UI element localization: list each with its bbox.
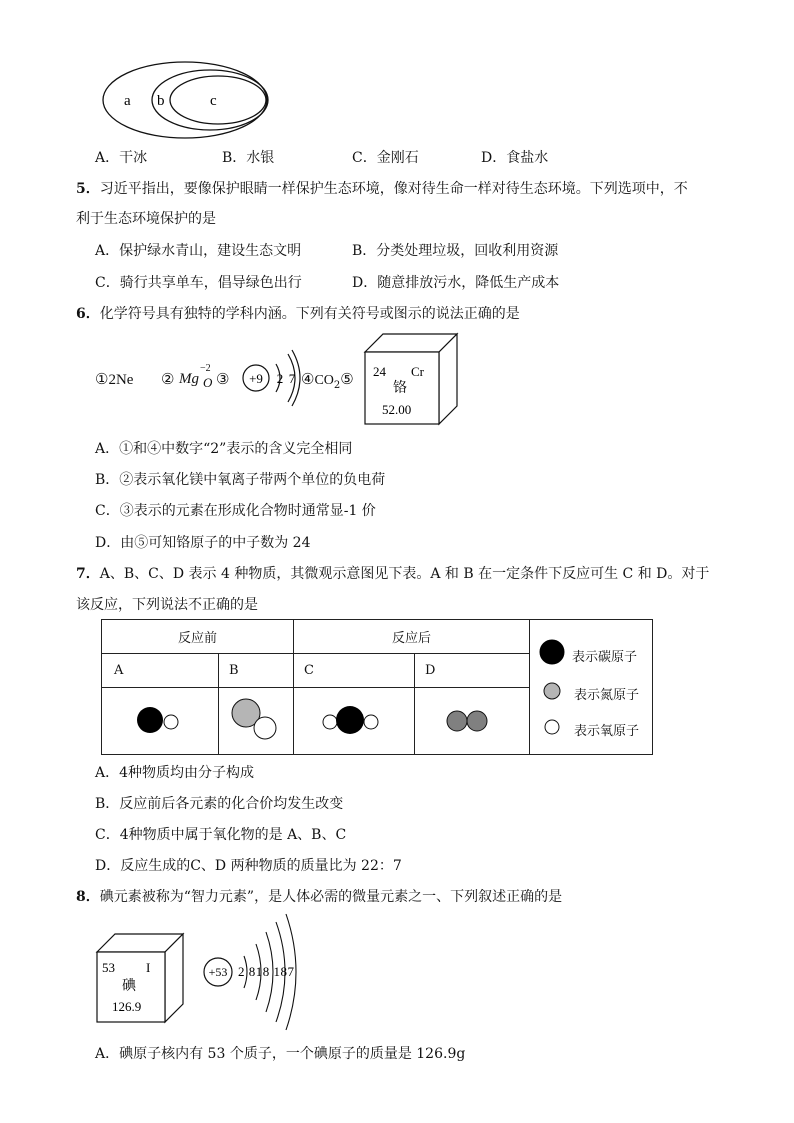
q5-option-d: D．随意排放污水，降低生产成本	[352, 275, 560, 291]
q7-option-d: D．反应生成的C、D 两种物质的质量比为 22：7	[95, 858, 402, 874]
cr-name: 铬	[393, 380, 407, 396]
molecule-b-no	[219, 688, 283, 750]
label-b: B	[219, 654, 294, 688]
venn-diagram	[100, 58, 280, 144]
f-shell-1: 2	[276, 371, 284, 386]
q6-option-d: D．由⑤可知铬原子的中子数为 24	[95, 535, 311, 551]
molecule-d-cell	[415, 688, 530, 755]
q5-number: 5．	[76, 181, 100, 197]
q7-stem-line2: 该反应，下列说法不正确的是	[76, 597, 258, 613]
q8-stem-text: 碘元素被称为“智力元素”，是人体必需的微量元素之一、下列叙述正确的是	[99, 889, 563, 905]
nitrogen-atom-icon	[544, 683, 560, 699]
co2-subscript: 2	[333, 380, 341, 391]
header-before: 反应前	[102, 620, 294, 654]
i-symbol: I	[146, 960, 151, 975]
q6-option-a: A．①和④中数字“2”表示的含义完全相同	[95, 441, 353, 457]
oxygen-charge: −2	[200, 363, 211, 374]
legend-cell	[530, 620, 653, 755]
molecule-a-cell	[102, 688, 219, 755]
q7-option-c: C．4种物质中属于氧化物的是 A、B、C	[95, 827, 347, 843]
circled-2: ②	[161, 370, 175, 388]
symbol-4	[301, 370, 354, 391]
q5-option-c: C．骑行共享单车，倡导绿色出行	[95, 275, 302, 291]
i-atomic-number: 53	[102, 960, 115, 975]
circled-1: ①	[95, 370, 109, 388]
q8-number: 8．	[76, 889, 100, 905]
symbol-2	[161, 370, 174, 388]
chromium-element-card	[361, 330, 461, 426]
circled-4: ④	[301, 370, 315, 388]
q8-stem	[76, 886, 562, 906]
i-name: 碘	[122, 978, 136, 994]
fluorine-atom-diagram	[236, 346, 306, 410]
q8-option-a: A．碘原子核内有 53 个质子，一个碘原子的质量是 126.9g	[95, 1046, 466, 1062]
q5-stem-line1	[76, 178, 688, 198]
q5-stem-line2: 利于生态环境保护的是	[76, 211, 216, 227]
symbol-mgo: Mg O −2	[179, 363, 213, 390]
i-nucleus-label: +53	[208, 965, 228, 979]
q6-stem-text: 化学符号具有独特的学科内涵。下列有关符号或图示的说法正确的是	[99, 306, 520, 322]
q4-option-c: C．金刚石	[352, 150, 419, 166]
label-a: A	[102, 654, 219, 688]
circled-3: ③	[216, 370, 230, 388]
venn-label-c: c	[210, 93, 217, 109]
header-after: 反应后	[294, 620, 530, 654]
molecule-d-n2	[415, 688, 519, 750]
symbol-2ne: 2Ne	[108, 372, 134, 388]
circled-5: ⑤	[340, 370, 354, 388]
cr-mass: 52.00	[382, 402, 412, 417]
f-nucleus-label: +9	[249, 371, 263, 386]
venn-label-b: b	[157, 93, 165, 109]
molecule-b-cell	[219, 688, 294, 755]
q6-number: 6．	[76, 306, 100, 322]
oxygen-atom-icon	[545, 720, 559, 734]
legend-nitrogen: 表示氮原子	[574, 688, 640, 703]
q5-stem-text: 习近平指出，要像保护眼睛一样保护生态环境，像对待生命一样对待生态环境。下列选项中，不	[99, 181, 688, 197]
q4-option-a: A．干冰	[95, 150, 148, 166]
cr-atomic-number: 24	[373, 364, 386, 379]
venn-label-a: a	[124, 93, 131, 109]
q7-stem-line1	[76, 563, 709, 583]
molecule-c-cell	[294, 688, 415, 755]
iodine-element-card	[94, 932, 186, 1024]
i-mass: 126.9	[112, 999, 142, 1014]
cr-symbol: Cr	[411, 364, 424, 379]
symbol-1	[95, 370, 133, 389]
q5-option-a: A．保护绿水青山，建设生态文明	[95, 243, 302, 259]
reaction-table	[101, 619, 653, 755]
label-c: C	[294, 654, 415, 688]
q6-option-b: B．②表示氧化镁中氧离子带两个单位的负电荷	[95, 472, 386, 488]
q6-option-c: C．③表示的元素在形成化合物时通常显-1 价	[95, 503, 376, 519]
legend-oxygen: 表示氧原子	[574, 724, 640, 739]
q5-option-b: B．分类处理垃圾，回收利用资源	[352, 243, 559, 259]
carbon-atom-icon	[540, 640, 564, 664]
molecule-c-co2	[294, 688, 404, 750]
legend-carbon: 表示碳原子	[572, 650, 638, 665]
q4-option-b: B．水银	[222, 150, 275, 166]
label-d: D	[415, 654, 530, 688]
legend-atoms	[538, 638, 568, 738]
q7-stem-text: A、B、C、D 表示 4 种物质，其微观示意图见下表。A 和 B 在一定条件下反应可生 C 和 D。对于	[99, 566, 710, 582]
iodine-atom-diagram	[200, 910, 310, 1034]
f-shell-2: 7	[288, 371, 296, 386]
q7-number: 7．	[76, 566, 100, 582]
q4-option-d: D．食盐水	[481, 150, 549, 166]
symbol-co2: CO	[314, 373, 334, 388]
q7-option-b: B．反应前后各元素的化合价均发生改变	[95, 796, 344, 812]
molecule-a-co	[102, 688, 206, 750]
q7-option-a: A．4种物质均由分子构成	[95, 765, 255, 781]
q6-stem	[76, 303, 520, 323]
i-shells: 2 818 187	[238, 964, 295, 979]
